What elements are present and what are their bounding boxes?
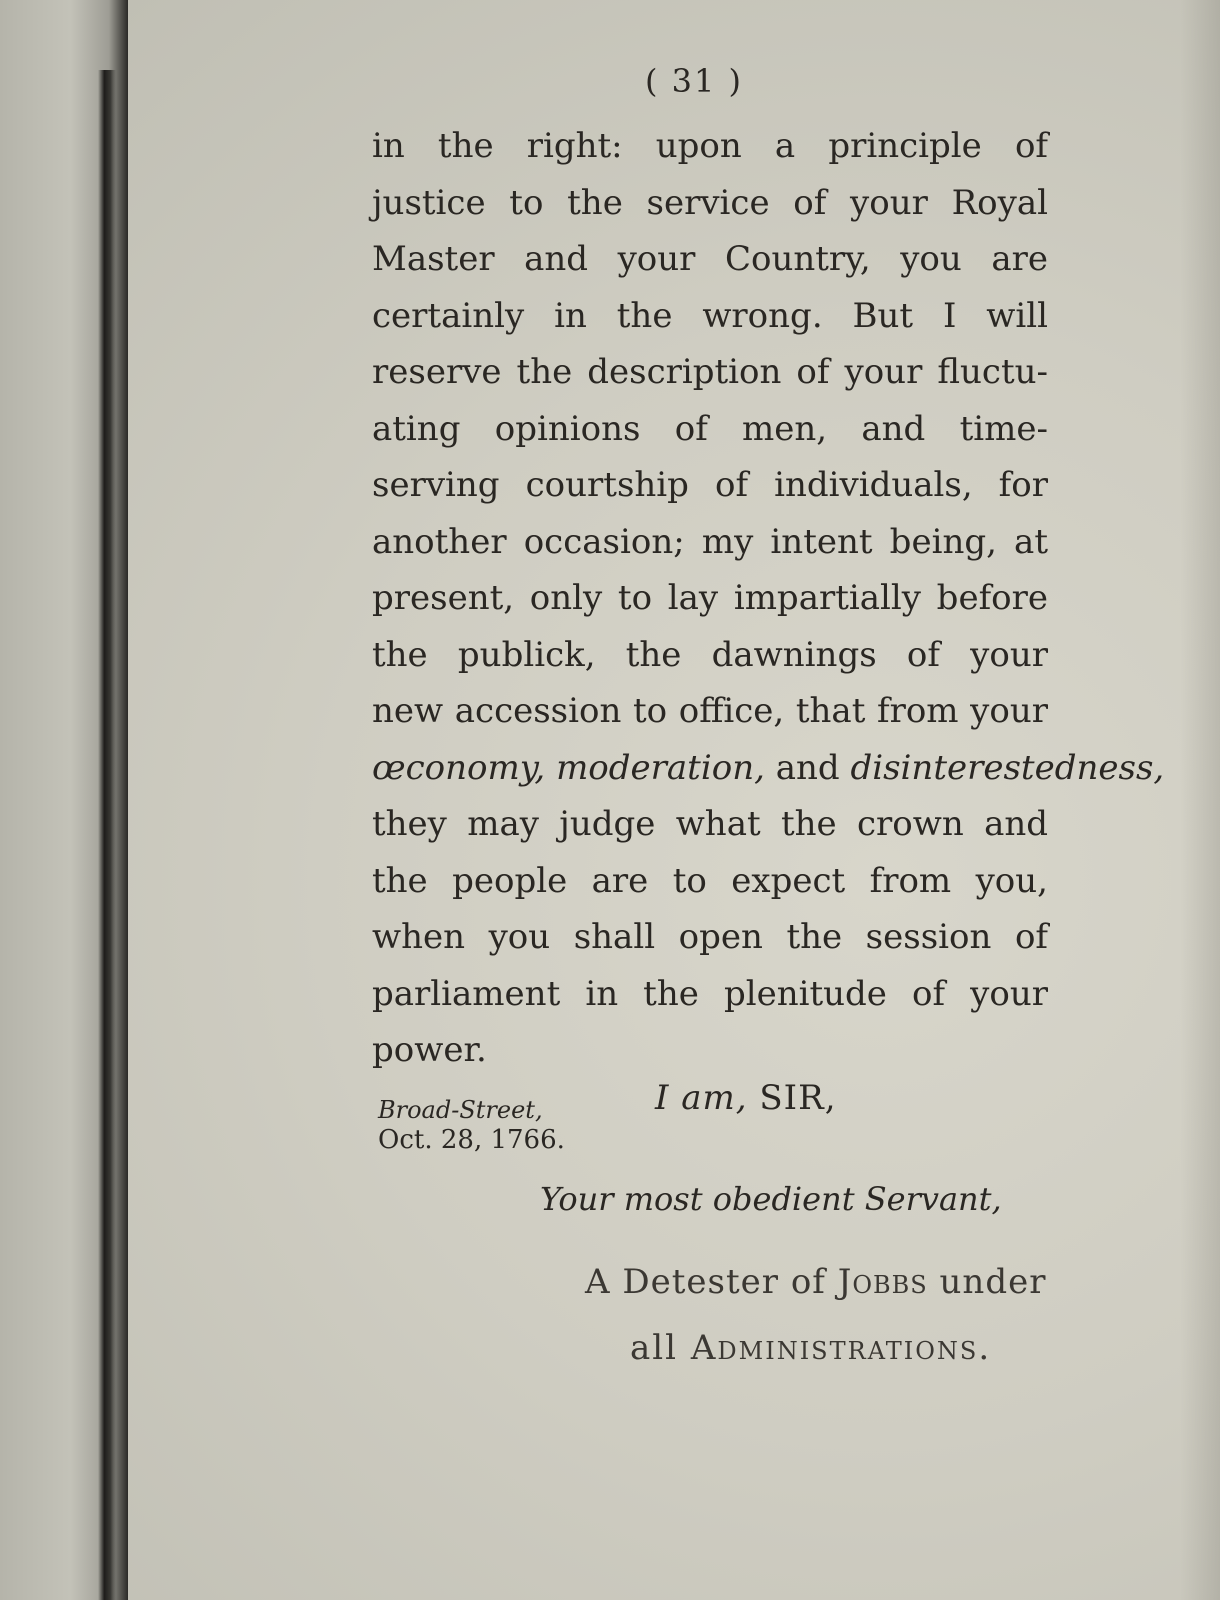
letter-date: Oct. 28, 1766. (378, 1125, 565, 1155)
text-line: parliament in the plenitude of your (372, 973, 1048, 1014)
page-shadow (1180, 0, 1220, 1600)
signature-text: A Detester of (585, 1262, 826, 1302)
text-line: reserve the description of your fluctu- (372, 352, 1048, 392)
signature-line-2 (630, 1328, 991, 1368)
text-line: serving courtship of individuals, for (372, 465, 1048, 505)
signature-text: under (939, 1262, 1047, 1302)
text-line: in the right: upon a principle of (372, 126, 1048, 166)
text-line: new accession to office, that from your (372, 691, 1048, 731)
italic-text-line (372, 740, 1165, 797)
text-line: justice to the service of your Royal (372, 182, 1048, 223)
text-line: Master and your Country, you are (372, 239, 1048, 279)
page-number: ( 31 ) (645, 62, 744, 100)
text-line: present, only to lay impartially before (372, 578, 1048, 618)
italic-word-economy: œconomy, (372, 747, 546, 788)
text-line: ating opinions of men, and time- (372, 408, 1048, 449)
closing-line: Your most obedient Servant, (540, 1180, 1002, 1218)
greeting (655, 1078, 837, 1118)
text-line: another occasion; my intent being, at (372, 521, 1048, 562)
greeting-italic: I am, (655, 1078, 748, 1118)
text-line: certainly in the wrong. But I will (372, 295, 1048, 336)
signature-text: all (630, 1328, 679, 1368)
italic-word-disinterestedness: disinterestedness, (850, 747, 1165, 788)
text-line: the people are to expect from you, (372, 860, 1048, 901)
text-line: power. (372, 1030, 487, 1070)
signature-administrations: Administrations. (690, 1328, 992, 1368)
signature-jobbs: Jobbs (837, 1262, 928, 1302)
letter-place: Broad-Street, (378, 1096, 543, 1124)
text-line: when you shall open the session of (372, 917, 1048, 957)
connector-word: and (775, 747, 840, 788)
text-line: the publick, the dawnings of your (372, 634, 1048, 675)
greeting-caps: SIR, (759, 1078, 837, 1118)
book-gutter (98, 70, 116, 1600)
signature-line-1 (585, 1262, 1046, 1302)
text-line: they may judge what the crown and (372, 804, 1048, 844)
body-text (372, 118, 1165, 1079)
italic-word-moderation: moderation, (556, 747, 765, 788)
